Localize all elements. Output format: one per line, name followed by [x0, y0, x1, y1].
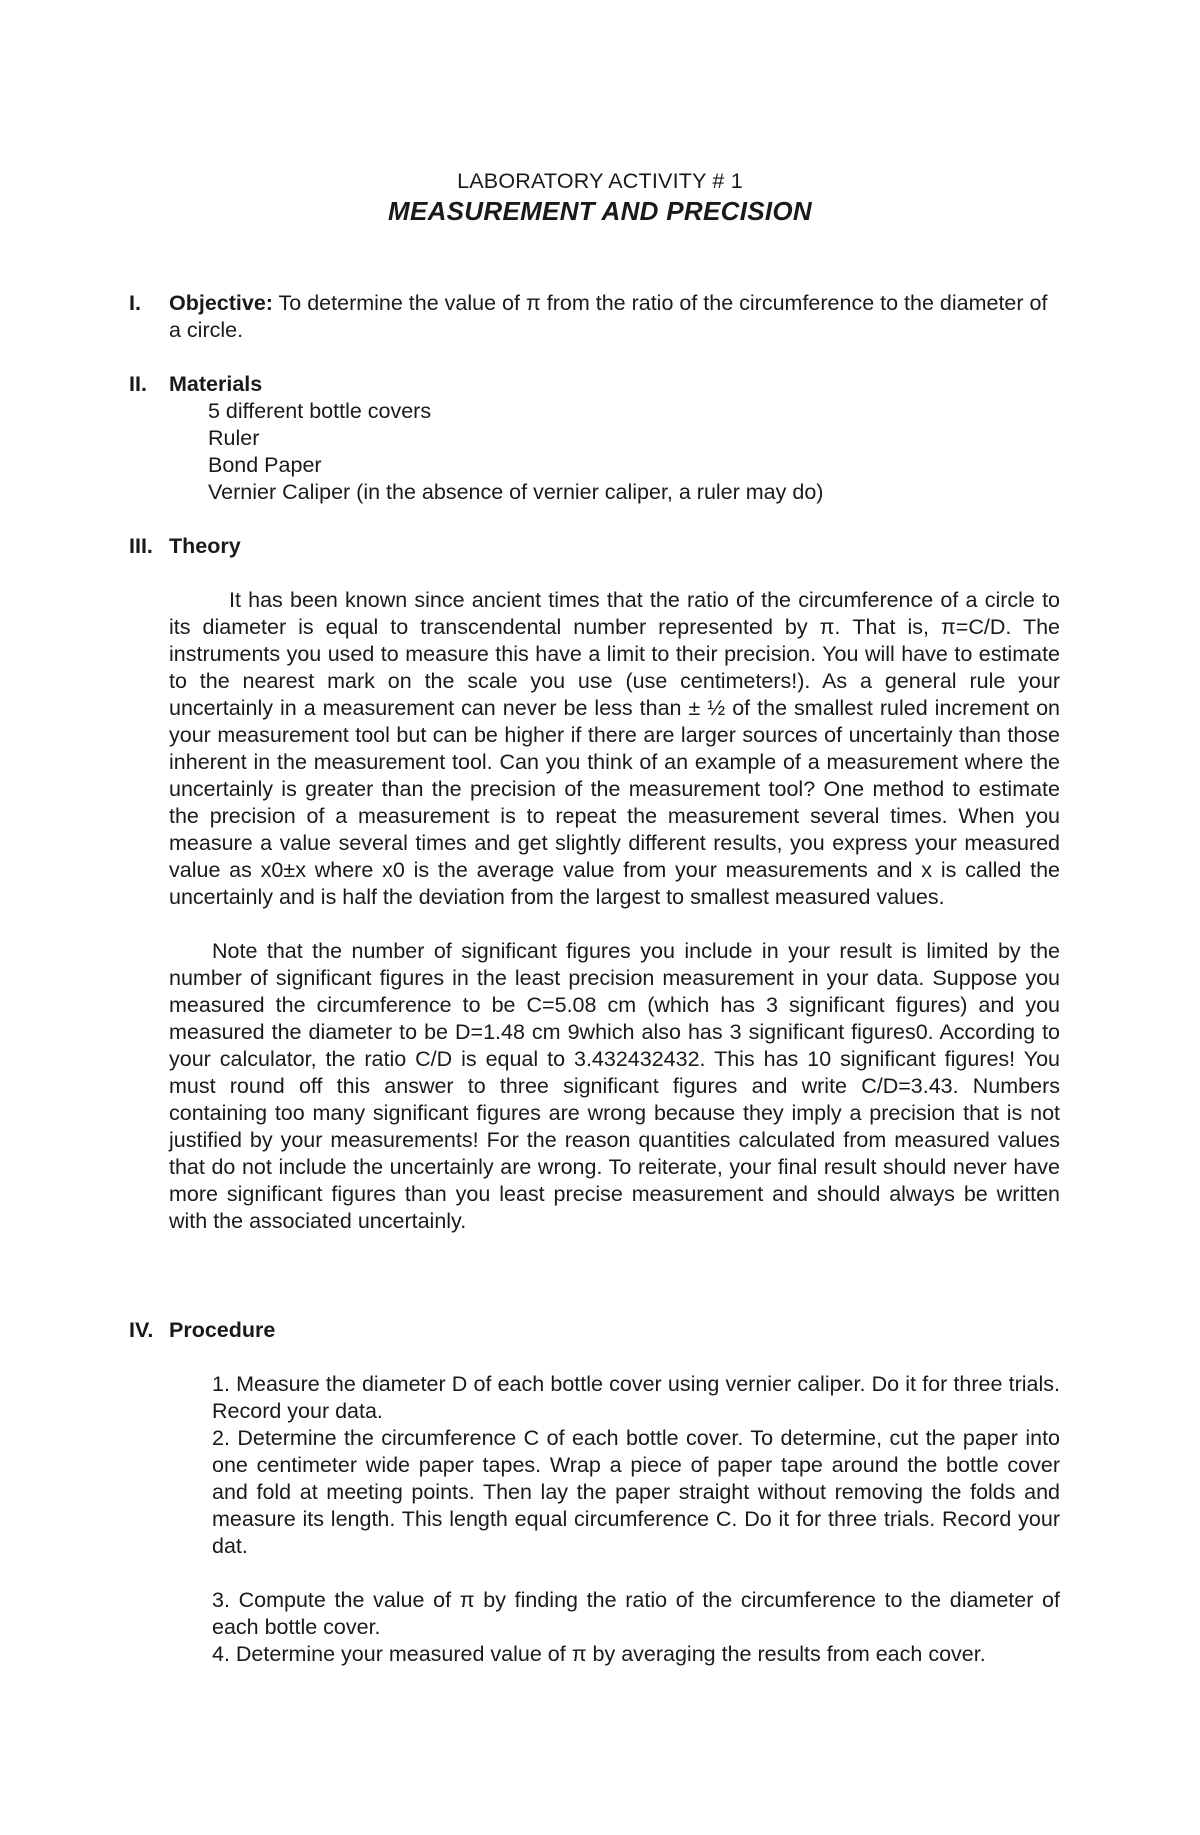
- materials-list: [169, 398, 1060, 506]
- section-numeral: III.: [129, 534, 153, 558]
- list-item: 5 different bottle covers: [208, 399, 432, 423]
- materials-body: [169, 371, 1060, 506]
- page-title: MEASUREMENT AND PRECISION: [387, 196, 812, 226]
- materials-heading: Materials: [169, 372, 263, 396]
- list-item: Ruler: [208, 426, 260, 450]
- section-numeral: I.: [129, 291, 141, 315]
- section-numeral: IV.: [129, 1318, 154, 1342]
- list-item: 2. Determine the circumference C of each bottle cover. To determine, cut the paper into one centimeter wide paper tapes. Wrap a piece of paper tape around the bottle cover and fold at meeting points. Then lay the paper straight without removing the folds and measure its length. This length equal circumference C. Do it for three trials. Record your dat.: [212, 1426, 1060, 1558]
- activity-label: LABORATORY ACTIVITY # 1: [457, 169, 743, 193]
- list-item: 1. Measure the diameter D of each bottle cover using vernier caliper. Do it for three trials. Record your data.: [212, 1372, 1060, 1423]
- objective-text: To determine the value of π from the ratio of the circumference to the diameter of a circle.: [169, 291, 1048, 342]
- theory-paragraph: Note that the number of significant figures you include in your result is limited by the number of significant figures in the least precision measurement in your data. Suppose you measured the circumference to be C=5.08 cm (which has 3 significant figures) and you measured the diameter to be D=1.48 cm 9which also has 3 significant figures0. According to your calculator, the ratio C/D is equal to 3.432432432. This has 10 significant figures! You must round off this answer to three significant figures and write C/D=3.43. Numbers containing too many significant figures are wrong because they imply a precision that is not justified by your measurements! For the reason quantities calculated from measured values that do not include the uncertainly are wrong. To reiterate, your final result should never have more significant figures than you least precise measurement and should always be written with the associated uncertainly.: [169, 939, 1060, 1233]
- list-item: Bond Paper: [208, 453, 322, 477]
- section-numeral: II.: [129, 372, 147, 396]
- theory-heading: Theory: [169, 534, 241, 558]
- list-item: 4. Determine your measured value of π by averaging the results from each cover.: [212, 1642, 986, 1666]
- list-item: 3. Compute the value of π by finding the ratio of the circumference to the diameter of each bottle cover.: [212, 1588, 1060, 1639]
- procedure-body: [169, 1317, 1060, 1668]
- theory-body: [169, 533, 1060, 1235]
- objective-label: Objective:: [169, 291, 273, 315]
- procedure-list: [169, 1371, 1060, 1668]
- list-item: Vernier Caliper (in the absence of vernier caliper, a ruler may do): [208, 480, 824, 504]
- objective-body: [169, 290, 1060, 344]
- theory-paragraph: It has been known since ancient times that the ratio of the circumference of a circle to its diameter is equal to transcendental number represented by π. That is, π=C/D. The instruments you used to measure this have a limit to their precision. You will have to estimate to the nearest mark on the scale you use (use centimeters!). As a general rule your uncertainly in a measurement can never be less than ± ½ of the smallest ruled increment on your measurement tool but can be higher if there are larger sources of uncertainly than those inherent in the measurement tool. Can you think of an example of a measurement where the uncertainly is greater than the precision of the measurement tool? One method to estimate the precision of a measurement is to repeat the measurement several times. When you measure a value several times and get slightly different results, you express your measured value as x0±x where x0 is the average value from your measurements and x is called the uncertainly and is half the deviation from the largest to smallest measured values.: [169, 588, 1060, 909]
- procedure-heading: Procedure: [169, 1318, 276, 1342]
